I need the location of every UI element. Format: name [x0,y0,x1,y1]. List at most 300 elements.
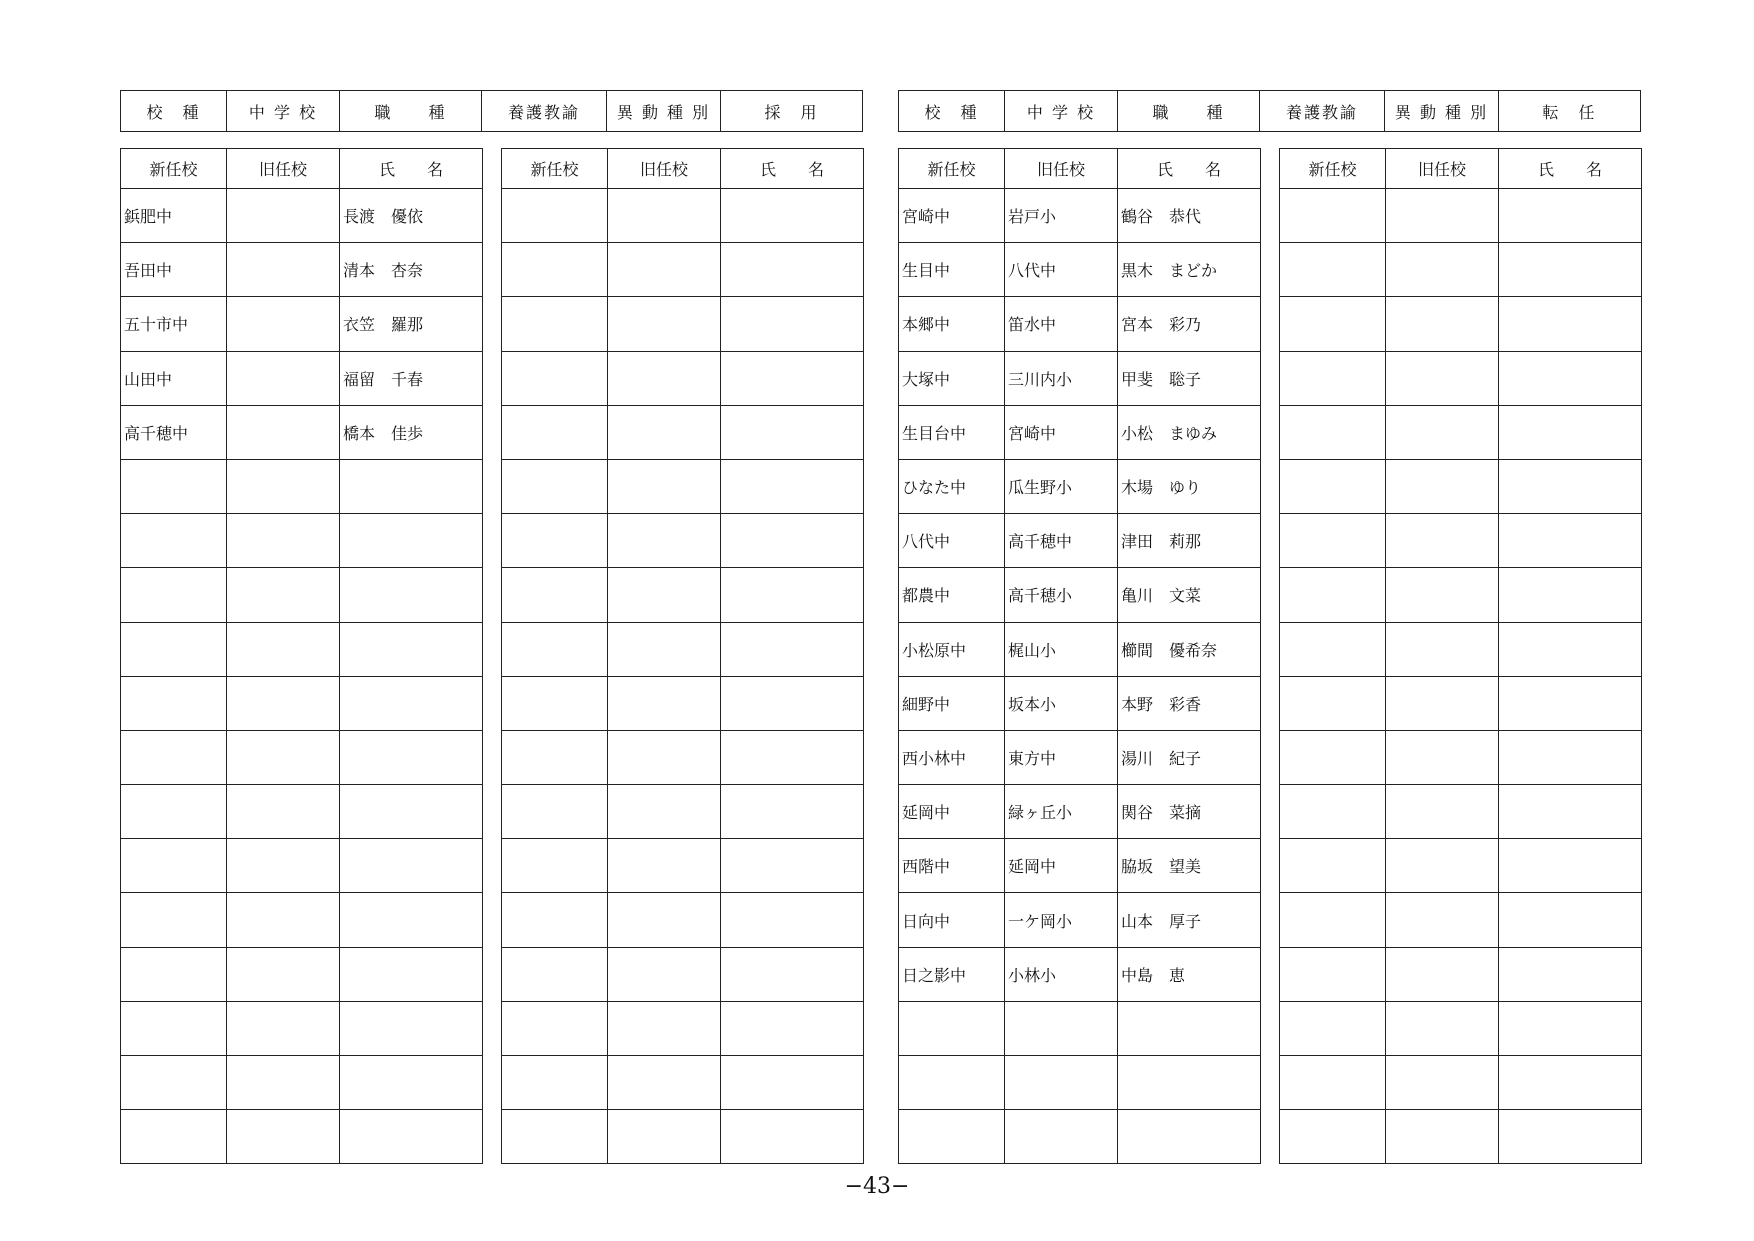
name-cell [1118,1001,1261,1055]
name-cell [1499,622,1642,676]
name-cell: 清本 杏奈 [340,243,483,297]
table-row [121,1001,483,1055]
table-row [121,297,483,351]
table-row [502,297,864,351]
name-cell [1499,351,1642,405]
table-row [121,676,483,730]
new-school-cell [502,405,608,459]
new-school-cell: 鋲肥中 [121,189,227,243]
new-school-cell: 八代中 [899,514,1005,568]
table-row [899,1001,1261,1055]
new-school-cell [1280,730,1386,784]
name-cell [721,676,864,730]
table-row [899,514,1261,568]
name-cell: 橋本 佳歩 [340,405,483,459]
previous-school-cell [227,893,340,947]
name-cell [1499,785,1642,839]
previous-school-cell [227,785,340,839]
page-number: −43− [844,1174,910,1199]
name-cell: 中島 恵 [1118,947,1261,1001]
previous-school-header: 旧任校 [608,149,721,189]
right-list-table-1 [898,148,1261,1164]
previous-school-cell [1386,839,1499,893]
new-school-cell [121,459,227,513]
table-row [1280,297,1642,351]
name-cell [721,947,864,1001]
table-row [502,839,864,893]
new-school-cell: 延岡中 [899,785,1005,839]
table-row [121,243,483,297]
table-row [1280,405,1642,459]
column-header-row [121,149,483,189]
previous-school-cell [1386,1056,1499,1110]
table-row [1280,351,1642,405]
table-row [1280,189,1642,243]
new-school-cell [899,1001,1005,1055]
previous-school-cell [227,297,340,351]
previous-school-cell [227,676,340,730]
table-row [121,459,483,513]
previous-school-cell [1386,1001,1499,1055]
name-cell [721,243,864,297]
previous-school-cell [227,1110,340,1164]
previous-school-cell [608,676,721,730]
new-school-cell: 小松原中 [899,622,1005,676]
new-school-cell [121,1056,227,1110]
new-school-cell [1280,243,1386,297]
table-row [121,785,483,839]
table-row [502,1110,864,1164]
previous-school-cell [608,459,721,513]
previous-school-cell: 三川内小 [1005,351,1118,405]
table-row [1280,839,1642,893]
name-cell: 湯川 紀子 [1118,730,1261,784]
new-school-cell [121,785,227,839]
new-school-header: 新任校 [121,149,227,189]
new-school-cell [502,839,608,893]
table-row [899,893,1261,947]
previous-school-cell [1005,1001,1118,1055]
previous-school-cell [1005,1110,1118,1164]
header-school-type-value: 中 学 校 [227,91,340,132]
name-cell [340,785,483,839]
previous-school-cell [1386,622,1499,676]
name-cell [721,1056,864,1110]
new-school-cell: 西小林中 [899,730,1005,784]
new-school-cell [502,1001,608,1055]
name-cell [1499,243,1642,297]
left-list-table-1 [120,148,483,1164]
new-school-cell [1280,947,1386,1001]
table-row [121,839,483,893]
table-row [121,893,483,947]
name-cell [340,839,483,893]
previous-school-cell [608,514,721,568]
name-cell [1118,1056,1261,1110]
name-cell [721,893,864,947]
table-row [502,785,864,839]
new-school-cell: 日之影中 [899,947,1005,1001]
name-cell: 甲斐 聡子 [1118,351,1261,405]
name-cell [1499,514,1642,568]
name-cell [721,1001,864,1055]
table-row [1280,1110,1642,1164]
new-school-cell [1280,1001,1386,1055]
new-school-cell [1280,1056,1386,1110]
header-school-type-label: 校 種 [121,91,227,132]
previous-school-cell: 高千穂小 [1005,568,1118,622]
header-school-type-value: 中 学 校 [1005,91,1118,132]
new-school-cell [121,1110,227,1164]
name-cell [340,730,483,784]
name-cell [721,1110,864,1164]
name-cell [340,568,483,622]
new-school-cell: 都農中 [899,568,1005,622]
header-transfer-type-value: 採 用 [721,91,863,132]
table-row [502,730,864,784]
previous-school-cell [608,297,721,351]
name-cell: 衣笠 羅那 [340,297,483,351]
previous-school-cell [227,839,340,893]
previous-school-cell [227,730,340,784]
new-school-cell [1280,676,1386,730]
new-school-cell [1280,568,1386,622]
name-cell [721,405,864,459]
table-row [1280,893,1642,947]
table-row [899,189,1261,243]
new-school-cell: 宮崎中 [899,189,1005,243]
new-school-cell [121,839,227,893]
table-row [1280,514,1642,568]
previous-school-header: 旧任校 [227,149,340,189]
header-transfer-type-value: 転 任 [1499,91,1641,132]
name-cell: 木場 ゆり [1118,459,1261,513]
table-row [502,947,864,1001]
previous-school-cell [1386,351,1499,405]
table-row [899,297,1261,351]
previous-school-cell [227,189,340,243]
name-cell [721,568,864,622]
new-school-cell [121,1001,227,1055]
column-header-row [502,149,864,189]
new-school-header: 新任校 [1280,149,1386,189]
header-job-type-label: 職 種 [1118,91,1260,132]
table-row [502,243,864,297]
previous-school-cell [608,189,721,243]
previous-school-cell [227,459,340,513]
table-row [1280,730,1642,784]
table-row [121,351,483,405]
new-school-cell [502,785,608,839]
new-school-cell [502,351,608,405]
name-cell: 福留 千春 [340,351,483,405]
previous-school-cell [1386,947,1499,1001]
name-cell [340,893,483,947]
previous-school-cell: 瓜生野小 [1005,459,1118,513]
table-row [899,459,1261,513]
new-school-cell [502,568,608,622]
previous-school-cell [1386,405,1499,459]
new-school-cell: 日向中 [899,893,1005,947]
table-row [502,459,864,513]
new-school-cell [121,568,227,622]
previous-school-cell: 笛水中 [1005,297,1118,351]
table-row [899,947,1261,1001]
new-school-cell [121,893,227,947]
name-cell [340,622,483,676]
previous-school-cell [227,514,340,568]
table-row [502,622,864,676]
previous-school-cell [1386,568,1499,622]
table-row [1280,1056,1642,1110]
table-row [502,1001,864,1055]
new-school-cell [502,243,608,297]
new-school-cell [1280,351,1386,405]
new-school-cell: 大塚中 [899,351,1005,405]
name-cell: 櫛間 優希奈 [1118,622,1261,676]
name-cell [340,1110,483,1164]
previous-school-cell [608,1110,721,1164]
new-school-cell [1280,622,1386,676]
new-school-header: 新任校 [502,149,608,189]
previous-school-cell [1386,189,1499,243]
header-job-type-value: 養護教諭 [482,91,607,132]
new-school-cell: 五十市中 [121,297,227,351]
name-header: 氏 名 [340,149,483,189]
new-school-cell [121,947,227,1001]
new-school-cell [1280,459,1386,513]
table-row [1280,947,1642,1001]
name-cell [340,676,483,730]
table-row [899,351,1261,405]
table-row [899,785,1261,839]
new-school-cell [502,189,608,243]
previous-school-cell [608,1056,721,1110]
previous-school-cell [1386,243,1499,297]
previous-school-cell [1386,514,1499,568]
column-header-row [1280,149,1642,189]
previous-school-cell: 延岡中 [1005,839,1118,893]
previous-school-cell [608,622,721,676]
previous-school-cell [227,351,340,405]
previous-school-cell [608,893,721,947]
new-school-cell: 本郷中 [899,297,1005,351]
table-row [899,730,1261,784]
table-row [502,1056,864,1110]
name-cell [1118,1110,1261,1164]
name-cell [1499,568,1642,622]
name-cell [721,189,864,243]
new-school-cell: 山田中 [121,351,227,405]
name-cell [721,351,864,405]
new-school-cell [899,1056,1005,1110]
name-cell [1499,297,1642,351]
table-row [121,622,483,676]
previous-school-cell [608,947,721,1001]
previous-school-cell [227,405,340,459]
previous-school-cell [1386,1110,1499,1164]
name-cell [1499,1110,1642,1164]
name-cell [1499,189,1642,243]
previous-school-cell: 一ケ岡小 [1005,893,1118,947]
name-cell: 脇坂 望美 [1118,839,1261,893]
table-row [502,568,864,622]
new-school-cell [502,730,608,784]
new-school-cell: 高千穂中 [121,405,227,459]
name-cell [1499,405,1642,459]
previous-school-cell: 坂本小 [1005,676,1118,730]
new-school-cell [1280,405,1386,459]
name-cell [1499,839,1642,893]
previous-school-cell: 岩戸小 [1005,189,1118,243]
previous-school-cell: 梶山小 [1005,622,1118,676]
name-cell [340,514,483,568]
previous-school-cell: 宮崎中 [1005,405,1118,459]
new-school-cell: 西階中 [899,839,1005,893]
previous-school-cell [1386,676,1499,730]
name-header: 氏 名 [721,149,864,189]
new-school-cell [502,676,608,730]
table-row [899,405,1261,459]
name-cell: 小松 まゆみ [1118,405,1261,459]
left-header-table [120,90,863,132]
previous-school-cell [608,243,721,297]
name-cell: 宮本 彩乃 [1118,297,1261,351]
new-school-header: 新任校 [899,149,1005,189]
previous-school-cell: 高千穂中 [1005,514,1118,568]
column-header-row [899,149,1261,189]
previous-school-cell [227,1001,340,1055]
name-cell: 黒木 まどか [1118,243,1261,297]
previous-school-cell [227,622,340,676]
name-cell [1499,1001,1642,1055]
table-row [1280,1001,1642,1055]
table-row [1280,243,1642,297]
table-row [1280,622,1642,676]
table-row [121,514,483,568]
new-school-cell [502,1056,608,1110]
table-row [899,1056,1261,1110]
previous-school-cell [227,243,340,297]
table-row [899,622,1261,676]
new-school-cell [1280,839,1386,893]
name-cell: 関谷 菜摘 [1118,785,1261,839]
name-cell [1499,676,1642,730]
previous-school-cell: 八代中 [1005,243,1118,297]
previous-school-cell [1386,785,1499,839]
name-cell: 亀川 文菜 [1118,568,1261,622]
name-cell: 長渡 優依 [340,189,483,243]
table-row [121,405,483,459]
header-transfer-type-label: 異 動 種 別 [607,91,721,132]
previous-school-cell [608,405,721,459]
table-row [1280,676,1642,730]
table-row [502,351,864,405]
name-cell [721,622,864,676]
previous-school-cell [1386,459,1499,513]
previous-school-cell [1386,730,1499,784]
table-row [899,243,1261,297]
new-school-cell [1280,297,1386,351]
table-row [899,676,1261,730]
name-cell: 津田 莉那 [1118,514,1261,568]
name-cell [721,730,864,784]
table-row [899,839,1261,893]
table-row [899,568,1261,622]
previous-school-cell [1386,893,1499,947]
previous-school-cell [608,1001,721,1055]
table-row [1280,785,1642,839]
previous-school-cell: 緑ヶ丘小 [1005,785,1118,839]
header-transfer-type-label: 異 動 種 別 [1385,91,1499,132]
previous-school-cell [1005,1056,1118,1110]
table-row [1280,459,1642,513]
new-school-cell [121,514,227,568]
table-row [121,1110,483,1164]
previous-school-cell [608,351,721,405]
name-header: 氏 名 [1118,149,1261,189]
name-cell [1499,459,1642,513]
new-school-cell [502,297,608,351]
left-list-table-2 [501,148,864,1164]
previous-school-cell [608,785,721,839]
previous-school-cell [227,1056,340,1110]
previous-school-header: 旧任校 [1386,149,1499,189]
name-cell: 本野 彩香 [1118,676,1261,730]
new-school-cell [1280,1110,1386,1164]
table-row [502,405,864,459]
name-cell [340,947,483,1001]
previous-school-cell: 小林小 [1005,947,1118,1001]
header-job-type-value: 養護教諭 [1260,91,1385,132]
table-row [121,189,483,243]
previous-school-cell: 東方中 [1005,730,1118,784]
previous-school-cell [608,730,721,784]
new-school-cell [1280,785,1386,839]
new-school-cell [1280,189,1386,243]
new-school-cell [502,514,608,568]
name-header: 氏 名 [1499,149,1642,189]
name-cell [721,297,864,351]
name-cell [721,459,864,513]
table-row [121,730,483,784]
table-row [121,1056,483,1110]
table-row [121,568,483,622]
previous-school-cell [227,947,340,1001]
table-row [502,514,864,568]
new-school-cell: 生目中 [899,243,1005,297]
table-row [502,189,864,243]
previous-school-cell [608,839,721,893]
name-cell [1499,893,1642,947]
table-row [1280,568,1642,622]
name-cell [1499,947,1642,1001]
new-school-cell [502,893,608,947]
name-cell: 山本 厚子 [1118,893,1261,947]
new-school-cell: 吾田中 [121,243,227,297]
name-cell [340,1056,483,1110]
new-school-cell [121,730,227,784]
new-school-cell [502,622,608,676]
table-row [121,947,483,1001]
name-cell: 鶴谷 恭代 [1118,189,1261,243]
name-cell [340,1001,483,1055]
new-school-cell [502,947,608,1001]
new-school-cell: 細野中 [899,676,1005,730]
new-school-cell [1280,514,1386,568]
name-cell [1499,730,1642,784]
new-school-cell [899,1110,1005,1164]
